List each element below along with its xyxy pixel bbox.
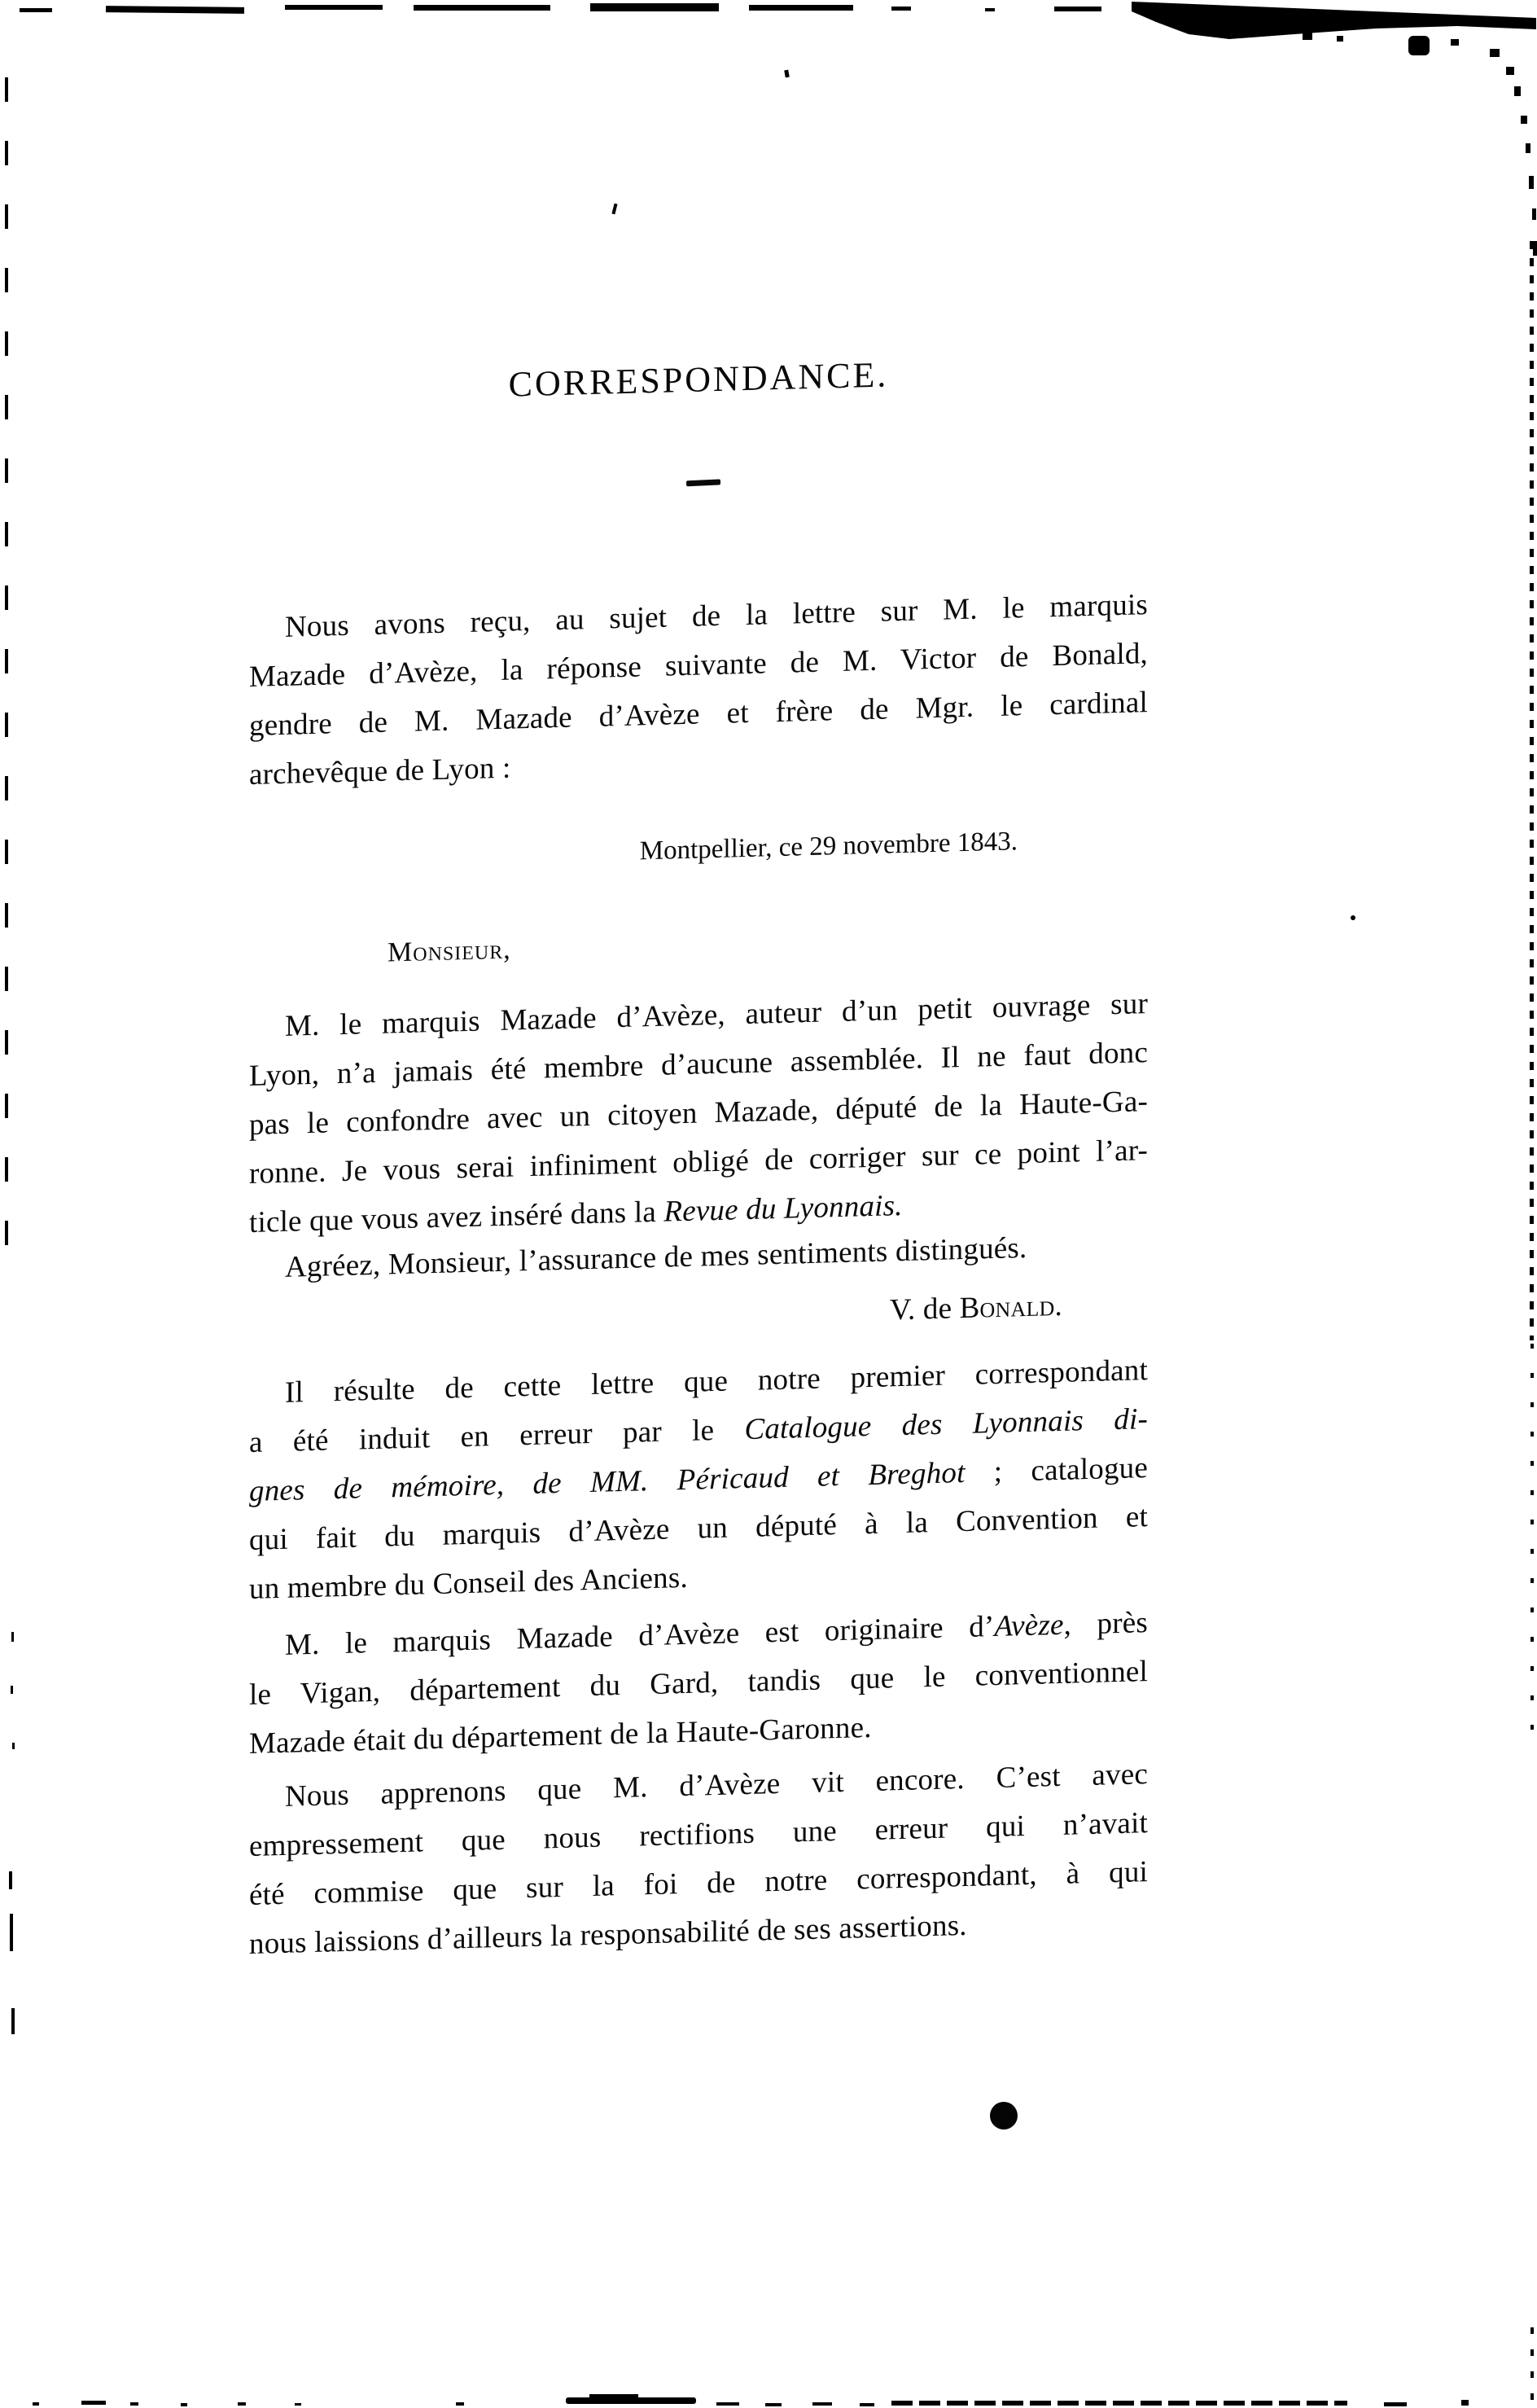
ink-speck: [1351, 915, 1355, 920]
letter-salutation: Monsieur,: [388, 934, 511, 968]
scan-noise-bottom: [238, 2402, 246, 2406]
title-divider-rule: [686, 479, 720, 486]
intro-paragraph: Nous avons reçu, au sujet de la lettre sur M. le marquis Mazade d’Avèze, la réponse suivante de M. Victor de Bonald, gendre de M. Mazade d’Avèze et frère de Mgr. le cardinal archevêque de Lyon :: [249, 588, 1148, 792]
text-column: [249, 0, 1148, 2329]
scan-noise-bottom: [181, 2403, 187, 2406]
page-edge-left-speck: [11, 1686, 13, 1694]
scan-noise-top: [414, 5, 550, 11]
scan-noise-bottom: [456, 2402, 464, 2406]
scan-noise-bottom: [1384, 2402, 1407, 2406]
scan-noise-bottom: [566, 2397, 696, 2404]
scan-noise-top: [891, 7, 911, 11]
page-edge-right-dashes: [1530, 241, 1534, 1340]
page-edge-left-speck: [9, 1871, 12, 1889]
editor-note-paragraph-3: Nous apprenons que M. d’Avèze vit encore. C’est avec empressement que nous rectifions une erreur qui n’avait été commise que sur la foi de notre correspondant, à qui nous laissions d’ailleurs la responsabilité de ses assertions.: [249, 1757, 1148, 1961]
scan-noise-bottom: [295, 2403, 301, 2406]
page-edge-right-dashes: [1530, 1344, 1534, 1751]
scan-noise-bottom: [812, 2402, 832, 2406]
editor-note-paragraph-2: M. le marquis Mazade d’Avèze est originaire d’Avèze, près le Vigan, département du Gard, tandis que le conventionnel Mazade était du département de la Haute-Garonne.: [249, 1606, 1149, 1761]
page-edge-left-speck: [10, 1914, 13, 1951]
letter-closing-line: Agréez, Monsieur, l’assurance de mes sentiments distingués.: [285, 1230, 1027, 1284]
page-edge-left-speck: [11, 1632, 14, 1642]
scan-noise-bottom: [765, 2403, 782, 2406]
scan-noise-bottom: [81, 2401, 106, 2405]
scan-noise-top: [20, 8, 52, 12]
scan-noise-bottom: [130, 2402, 138, 2406]
scan-noise-top: [106, 6, 244, 14]
scan-noise-top: [1054, 7, 1101, 11]
scan-noise-bottom: [860, 2403, 874, 2406]
scan-noise-bottom: [891, 2401, 1347, 2406]
scan-noise-bottom: [33, 2402, 39, 2406]
ink-blot: [990, 2102, 1018, 2129]
page-edge-left-dashes: [5, 77, 8, 1250]
letter-body-paragraph: M. le marquis Mazade d’Avèze, auteur d’un petit ouvrage sur Lyon, n’a jamais été membre d’aucune assemblée. Il ne faut donc pas le confondre avec un citoyen Mazade, député de la Haute-Ga- ronne. Je vous serai infiniment obligé de corriger sur ce point l’ar- ticle que vous avez inséré dans la Revue du Lyonnais.: [249, 987, 1148, 1239]
scan-noise-bottom: [716, 2402, 739, 2406]
page-edge-right-dashes: [1530, 2327, 1534, 2408]
scan-noise-top-right-corner: [1132, 0, 1537, 277]
scan-noise-top: [749, 5, 853, 11]
letter-signature: V. de Bonald.: [889, 1288, 1062, 1327]
page-title: CORRESPONDANCE.: [508, 354, 889, 405]
page-edge-left-speck: [11, 2008, 15, 2034]
scan-noise-top: [590, 3, 719, 11]
letter-dateline: Montpellier, ce 29 novembre 1843.: [639, 827, 1018, 866]
page-edge-left-speck: [12, 1743, 15, 1749]
scan-noise-top: [285, 5, 383, 10]
scan-noise-bottom: [589, 2394, 638, 2398]
editor-note-paragraph-1: Il résulte de cette lettre que notre premier correspondant a été induit en erreur par le Catalogue des Lyonnais di- gnes de mémoire, de MM. Péricaud et Breghot ; catalogue qui fait du marquis d’Avèze un député à la Convention et un membre du Conseil des Anciens.: [249, 1353, 1149, 1606]
scan-noise-bottom: [1461, 2400, 1469, 2406]
scan-noise-top: [985, 8, 995, 11]
